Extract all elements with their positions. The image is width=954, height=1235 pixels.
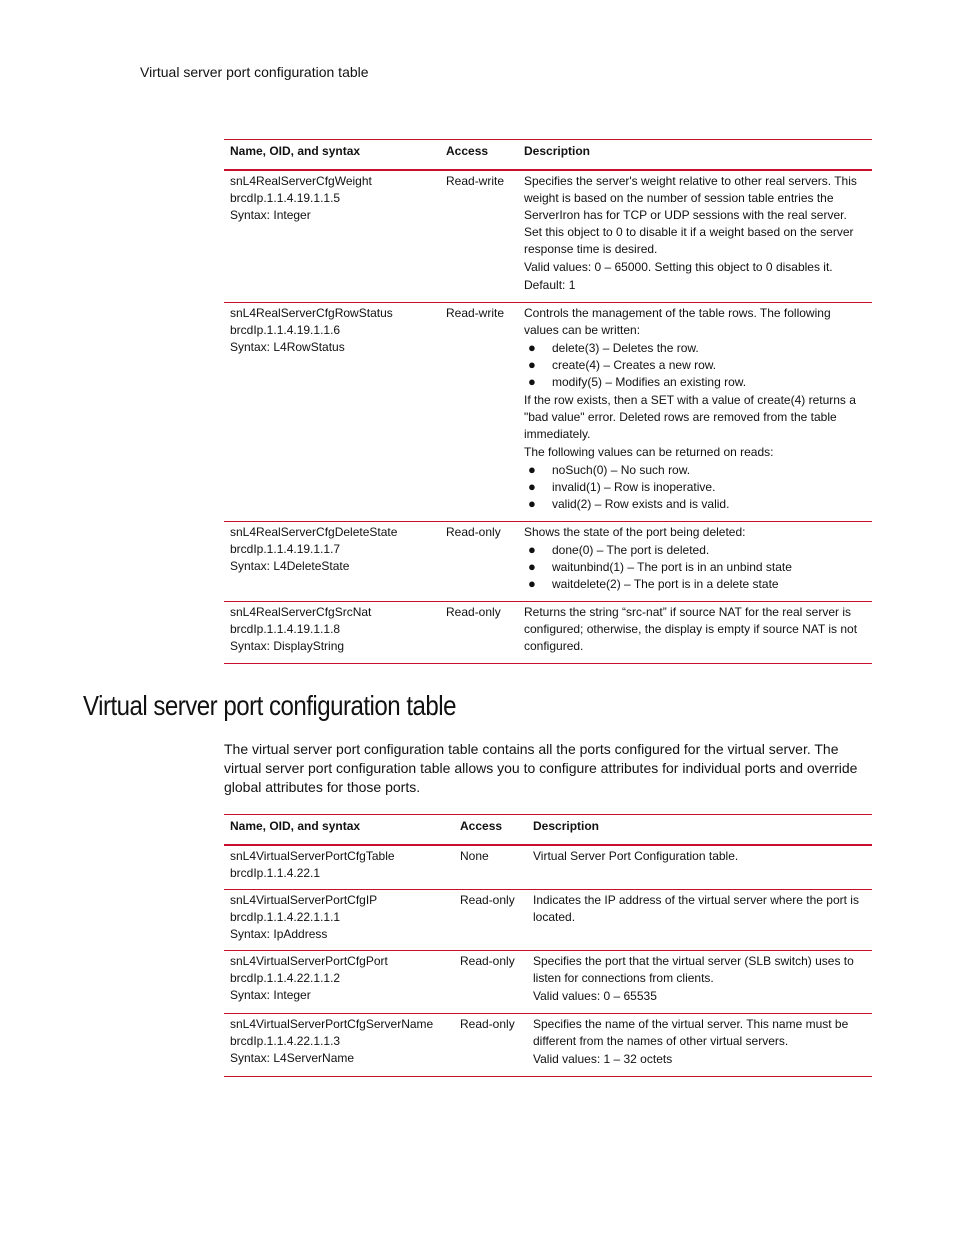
object-oid: brcdIp.1.1.4.19.1.1.7: [230, 542, 341, 556]
cell-name-oid-syntax: [224, 170, 440, 303]
bullet-icon: ●: [528, 340, 536, 355]
cell-name-oid-syntax: [224, 845, 454, 890]
bullet-icon: ●: [528, 496, 536, 511]
description-text: Valid values: 0 – 65000. Setting this object to 0 disables it.: [524, 260, 833, 274]
bullet-icon: ●: [528, 559, 536, 574]
list-item-text: invalid(1) – Row is inoperative.: [552, 480, 716, 494]
list-item: [524, 542, 866, 559]
object-name: snL4RealServerCfgSrcNat: [230, 605, 372, 619]
mib-object-table-virtual-server-port: [224, 814, 872, 1077]
list-item-text: valid(2) – Row exists and is valid.: [552, 497, 730, 511]
object-syntax: Syntax: L4DeleteState: [230, 559, 350, 573]
table-row: [224, 951, 872, 1014]
list-item: [524, 357, 866, 374]
list-item: [524, 559, 866, 576]
object-oid: brcdIp.1.1.4.22.1.1.1: [230, 910, 341, 924]
object-oid: brcdIp.1.1.4.19.1.1.8: [230, 622, 341, 636]
bullet-icon: ●: [528, 357, 536, 372]
cell-access: Read-only: [440, 522, 518, 602]
list-item-text: delete(3) – Deletes the row.: [552, 341, 699, 355]
table-row: [224, 1014, 872, 1077]
list-item: [524, 340, 866, 357]
cell-description: [518, 602, 872, 664]
description-text: Returns the string “src-nat” if source NAT for the real server is configured; otherwise, the display is empty if source NAT is not configured.: [524, 605, 858, 653]
list-item: [524, 374, 866, 391]
list-item-text: waitdelete(2) – The port is in a delete state: [552, 577, 779, 591]
column-header-access: Access: [440, 140, 518, 171]
column-header-access: Access: [454, 815, 527, 846]
description-text: Specifies the server's weight relative to other real servers. This weight is based on the number of session table entries the ServerIron has for TCP or UDP sessions with the real server. Set this object to 0 to disable it if a weight based on the server response time is desired.: [524, 174, 857, 256]
object-name: snL4VirtualServerPortCfgServerName: [230, 1017, 434, 1031]
bullet-icon: ●: [528, 374, 536, 389]
description-text: Specifies the port that the virtual server (SLB switch) uses to listen for connections from clients.: [533, 954, 854, 985]
cell-access: Read-only: [440, 602, 518, 664]
list-item: [524, 576, 866, 593]
object-syntax: Syntax: L4ServerName: [230, 1051, 355, 1065]
table-body: [224, 170, 872, 664]
object-syntax: Syntax: DisplayString: [230, 639, 345, 653]
table-row: [224, 845, 872, 890]
object-oid: brcdIp.1.1.4.19.1.1.5: [230, 191, 341, 205]
object-oid: brcdIp.1.1.4.19.1.1.6: [230, 323, 341, 337]
cell-name-oid-syntax: [224, 951, 454, 1014]
cell-description: [518, 170, 872, 303]
bullet-icon: ●: [528, 479, 536, 494]
description-text: Valid values: 0 – 65535: [533, 989, 657, 1003]
list-item-text: create(4) – Creates a new row.: [552, 358, 717, 372]
description-text: Shows the state of the port being deleted:: [524, 525, 746, 539]
object-oid: brcdIp.1.1.4.22.1.1.3: [230, 1034, 341, 1048]
list-item: [524, 479, 866, 496]
bullet-list: [524, 340, 866, 391]
table-row: [224, 890, 872, 951]
section-intro: The virtual server port configuration table contains all the ports configured for the virtual server. The virtual server port configuration table allows you to configure attributes for individual ports and override global attributes for those ports.: [224, 741, 858, 795]
section-title: Virtual server port configuration table: [83, 690, 456, 721]
object-syntax: Syntax: IpAddress: [230, 927, 328, 941]
bullet-icon: ●: [528, 542, 536, 557]
cell-name-oid-syntax: [224, 303, 440, 522]
list-item: [524, 462, 866, 479]
object-name: snL4VirtualServerPortCfgTable: [230, 849, 395, 863]
list-item: [524, 496, 866, 513]
object-syntax: Syntax: Integer: [230, 208, 311, 222]
description-text: Default: 1: [524, 278, 576, 292]
object-name: snL4RealServerCfgRowStatus: [230, 306, 393, 320]
running-header: Virtual server port configuration table: [140, 64, 369, 80]
cell-description: [527, 951, 872, 1014]
list-item-text: noSuch(0) – No such row.: [552, 463, 691, 477]
description-text: Controls the management of the table rows. The following values can be written:: [524, 306, 831, 337]
cell-description: [518, 522, 872, 602]
cell-access: Read-only: [454, 890, 527, 951]
cell-description: [527, 1014, 872, 1077]
description-text: Specifies the name of the virtual server. This name must be different from the names of other virtual servers.: [533, 1017, 849, 1048]
cell-name-oid-syntax: [224, 1014, 454, 1077]
cell-description: [527, 845, 872, 890]
table-body: [224, 845, 872, 1077]
bullet-list: [524, 462, 866, 513]
table-header-row: [224, 140, 872, 171]
cell-description: [518, 303, 872, 522]
description-text: If the row exists, then a SET with a value of create(4) returns a "bad value" error. Deleted rows are removed from the table immediately.: [524, 393, 856, 441]
table-row: [224, 602, 872, 664]
bullet-icon: ●: [528, 576, 536, 591]
table-row: [224, 170, 872, 303]
bullet-icon: ●: [528, 462, 536, 477]
table-row: [224, 522, 872, 602]
cell-access: Read-write: [440, 170, 518, 303]
object-name: snL4VirtualServerPortCfgIP: [230, 893, 378, 907]
object-name: snL4VirtualServerPortCfgPort: [230, 954, 388, 968]
object-oid: brcdIp.1.1.4.22.1: [230, 866, 321, 880]
object-syntax: Syntax: L4RowStatus: [230, 340, 345, 354]
cell-access: Read-write: [440, 303, 518, 522]
cell-access: Read-only: [454, 951, 527, 1014]
cell-description: [527, 890, 872, 951]
description-text: Valid values: 1 – 32 octets: [533, 1052, 673, 1066]
table-header-row: [224, 815, 872, 846]
object-name: snL4RealServerCfgDeleteState: [230, 525, 398, 539]
object-name: snL4RealServerCfgWeight: [230, 174, 372, 188]
cell-name-oid-syntax: [224, 522, 440, 602]
object-syntax: Syntax: Integer: [230, 988, 311, 1002]
description-text: Virtual Server Port Configuration table.: [533, 849, 739, 863]
list-item-text: modify(5) – Modifies an existing row.: [552, 375, 747, 389]
mib-object-table-real-server: [224, 139, 872, 664]
column-header-name: Name, OID, and syntax: [224, 140, 440, 171]
description-text: The following values can be returned on reads:: [524, 445, 774, 459]
column-header-name: Name, OID, and syntax: [224, 815, 454, 846]
cell-name-oid-syntax: [224, 890, 454, 951]
object-oid: brcdIp.1.1.4.22.1.1.2: [230, 971, 341, 985]
cell-name-oid-syntax: [224, 602, 440, 664]
bullet-list: [524, 542, 866, 593]
column-header-description: Description: [527, 815, 872, 846]
description-text: Indicates the IP address of the virtual server where the port is located.: [533, 893, 859, 924]
cell-access: None: [454, 845, 527, 890]
list-item-text: waitunbind(1) – The port is in an unbind state: [552, 560, 792, 574]
list-item-text: done(0) – The port is deleted.: [552, 543, 710, 557]
cell-access: Read-only: [454, 1014, 527, 1077]
column-header-description: Description: [518, 140, 872, 171]
table-row: [224, 303, 872, 522]
